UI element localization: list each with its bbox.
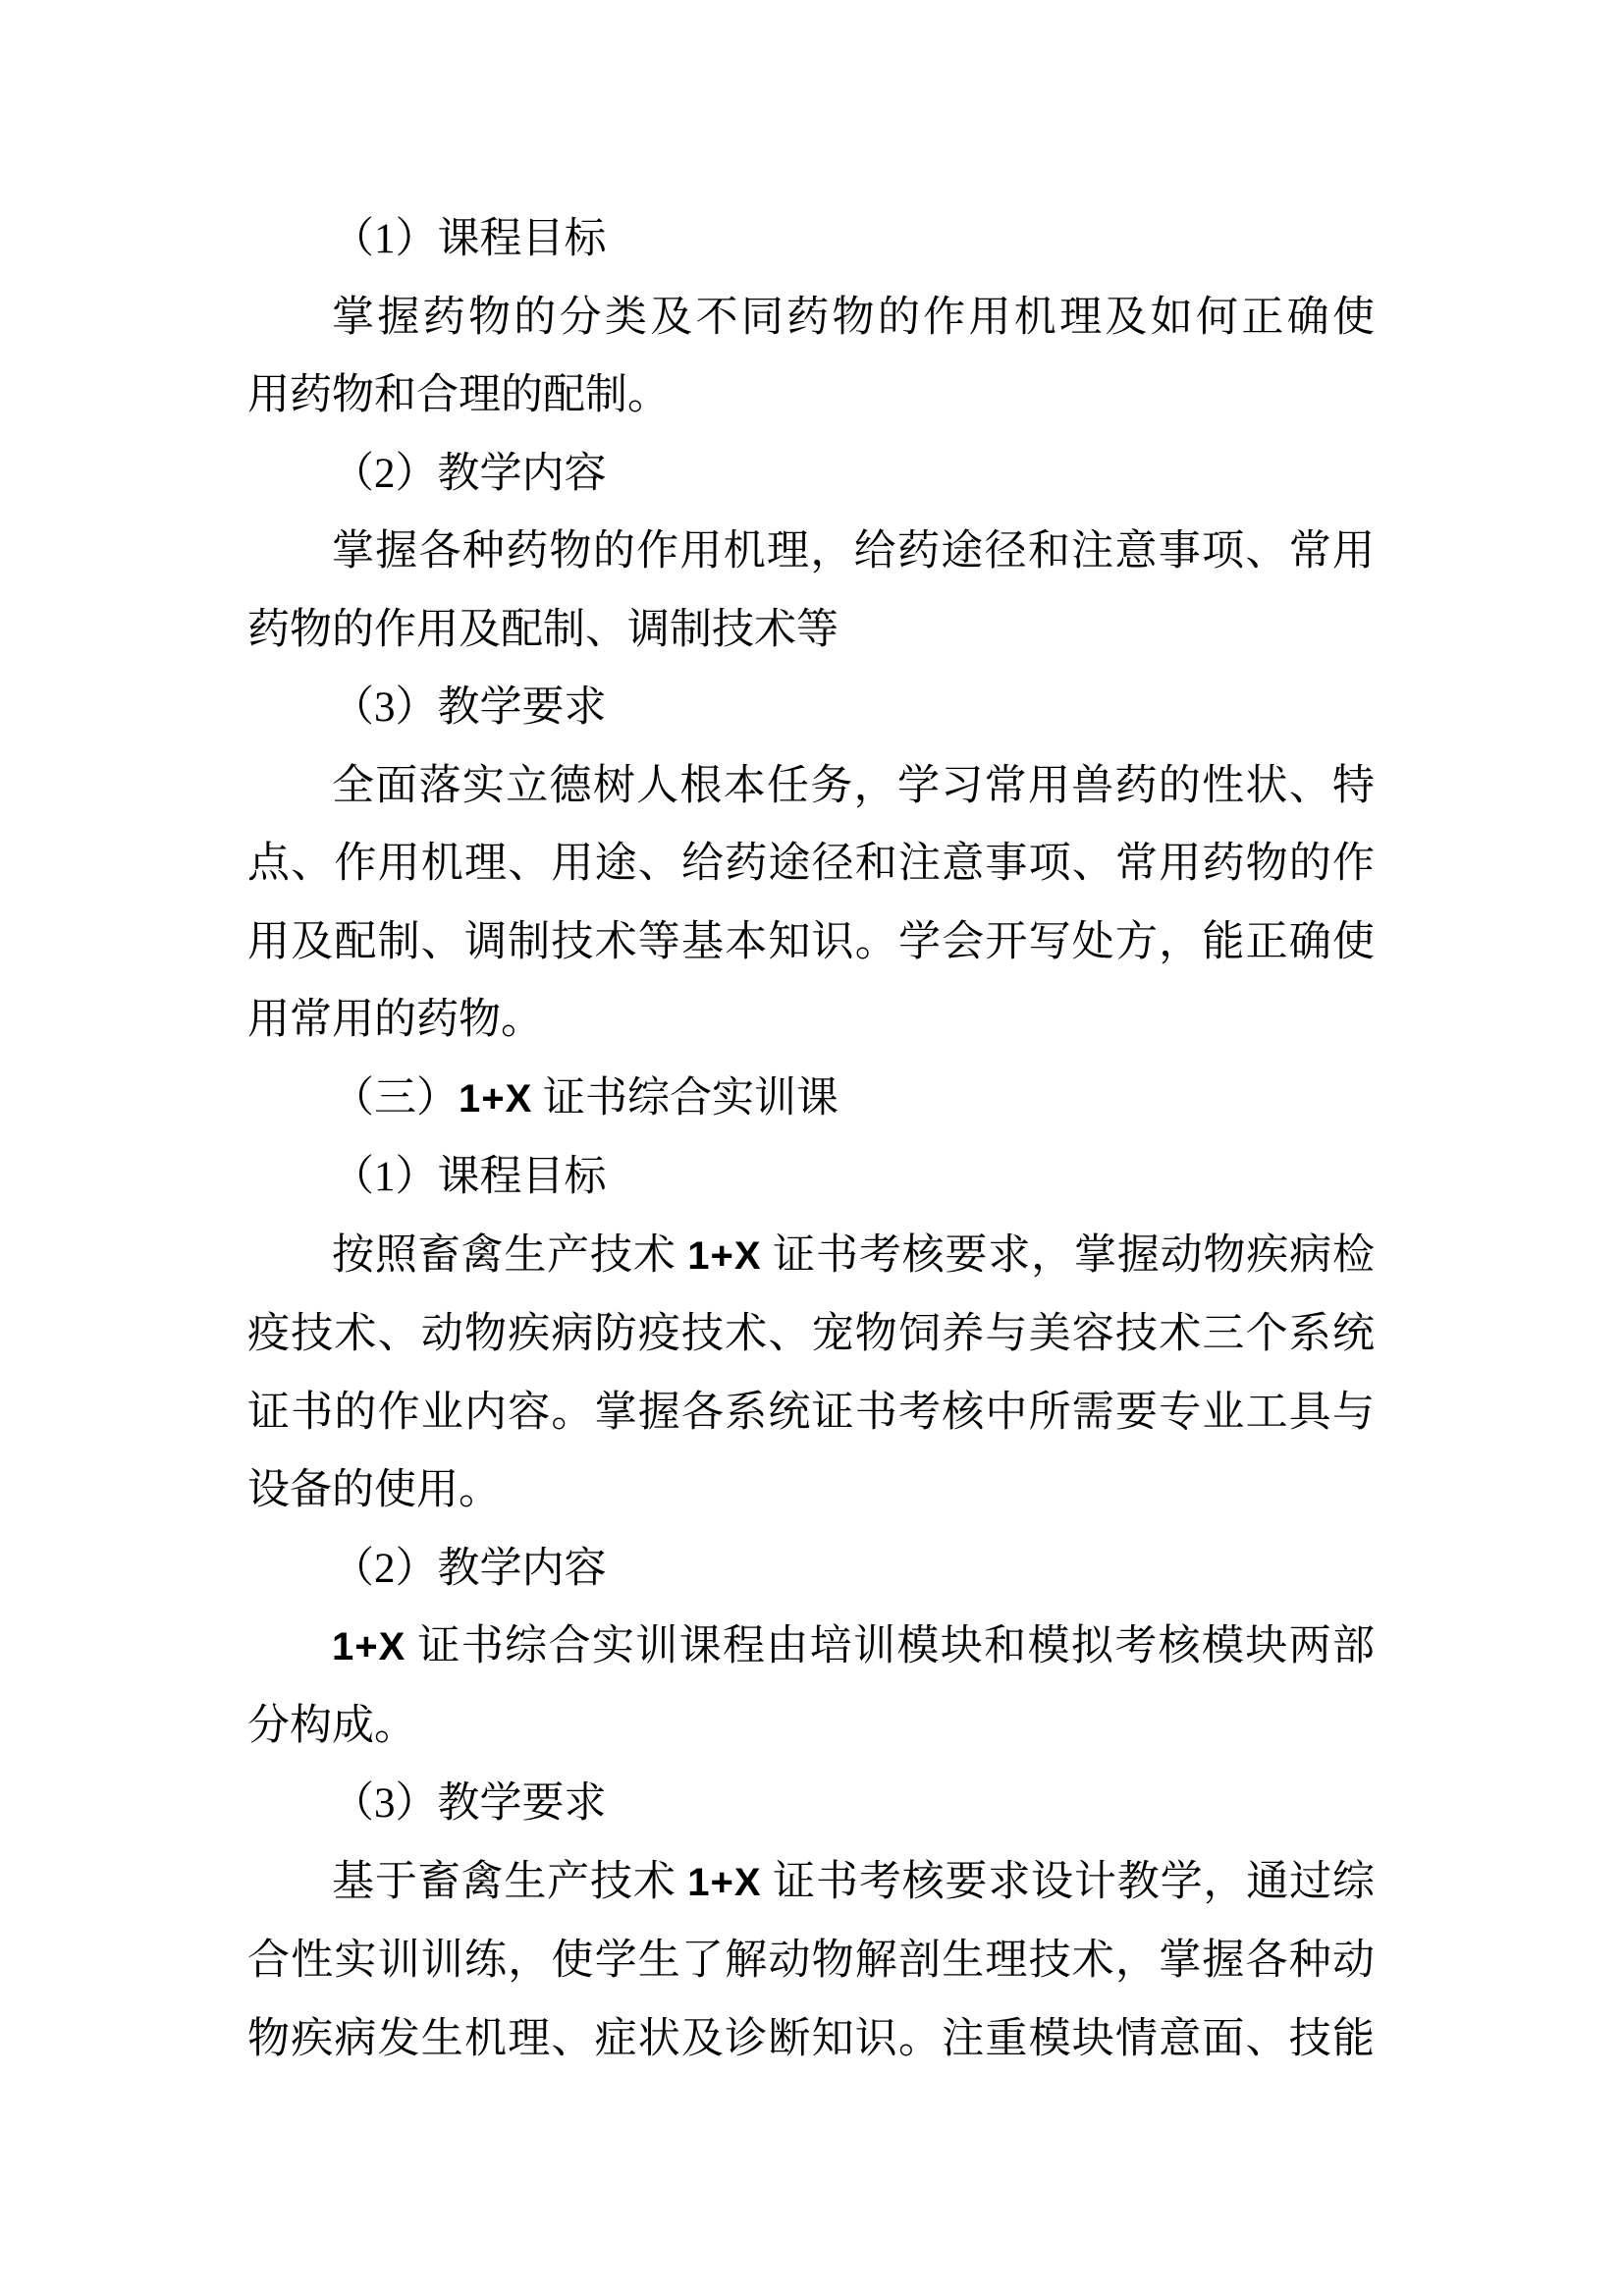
section-heading bbox=[247, 1060, 1375, 1139]
text-line: （2）教学内容 bbox=[332, 1545, 607, 1592]
text-line: 分构成。 bbox=[247, 1702, 416, 1749]
text-line: 1+X 证书综合实训课程由培训模块和模拟考核模块两部 bbox=[332, 1623, 1375, 1669]
text-line: 掌握药物的分类及不同药物的作用机理及如何正确使 bbox=[332, 294, 1375, 341]
text-line: 用常用的药物。 bbox=[247, 997, 543, 1043]
text-line: 基于畜禽生产技术 1+X 证书考核要求设计教学，通过综 bbox=[332, 1858, 1375, 1905]
text-line: （三）1+X 证书综合实训课 bbox=[332, 1074, 839, 1121]
body-paragraph bbox=[247, 513, 1375, 669]
latin-certificate-code: 1+X bbox=[332, 1625, 406, 1668]
section-heading bbox=[247, 1765, 1375, 1843]
body-paragraph bbox=[247, 1217, 1375, 1530]
section-heading bbox=[247, 200, 1375, 279]
latin-certificate-code: 1+X bbox=[459, 1076, 533, 1121]
text-line: 物疾病发生机理、症状及诊断知识。注重模块情意面、技能 bbox=[247, 2015, 1375, 2062]
text-line: 掌握各种药物的作用机理，给药途径和注意事项、常用 bbox=[332, 528, 1375, 574]
text-line: 合性实训训练，使学生了解动物解剖生理技术，掌握各种动 bbox=[247, 1938, 1375, 1984]
text-line: （3）教学要求 bbox=[332, 684, 607, 731]
text-line: 药物的作用及配制、调制技术等 bbox=[247, 606, 839, 653]
text-line: （1）课程目标 bbox=[332, 216, 607, 262]
document-body bbox=[247, 200, 1375, 2078]
body-paragraph bbox=[247, 1843, 1375, 2079]
text-line: 全面落实立德树人根本任务，学习常用兽药的性状、特 bbox=[332, 762, 1375, 809]
text-line: 设备的使用。 bbox=[247, 1467, 501, 1513]
text-line: （1）课程目标 bbox=[332, 1154, 607, 1200]
body-paragraph bbox=[247, 279, 1375, 435]
text-line: 按照畜禽生产技术 1+X 证书考核要求，掌握动物疾病检 bbox=[332, 1231, 1375, 1279]
text-line: 用药物和合理的配制。 bbox=[247, 372, 670, 418]
body-paragraph bbox=[247, 747, 1375, 1060]
text-line: （2）教学内容 bbox=[332, 450, 607, 497]
section-heading bbox=[247, 1530, 1375, 1609]
text-line: 证书的作业内容。掌握各系统证书考核中所需要专业工具与 bbox=[247, 1389, 1375, 1436]
text-line: （3）教学要求 bbox=[332, 1780, 607, 1827]
latin-certificate-code: 1+X bbox=[687, 1233, 762, 1278]
text-line: 疫技术、动物疾病防疫技术、宠物饲养与美容技术三个系统 bbox=[247, 1311, 1375, 1357]
section-heading bbox=[247, 669, 1375, 747]
text-line: 用及配制、调制技术等基本知识。学会开写处方，能正确使 bbox=[247, 918, 1375, 965]
section-heading bbox=[247, 1138, 1375, 1217]
latin-certificate-code: 1+X bbox=[687, 1860, 762, 1904]
section-heading bbox=[247, 435, 1375, 514]
text-line: 点、作用机理、用途、给药途径和注意事项、常用药物的作 bbox=[247, 841, 1375, 887]
body-paragraph bbox=[247, 1608, 1375, 1765]
